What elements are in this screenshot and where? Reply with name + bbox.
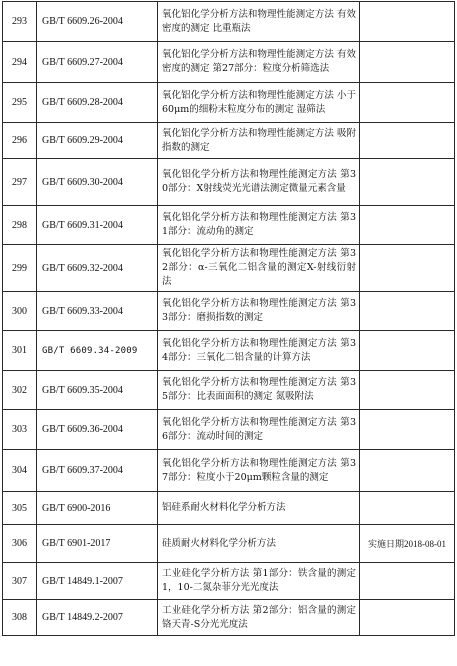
standard-code: GB/T 6609.36-2004 xyxy=(37,410,158,450)
standard-title: 氧化铝化学分析方法和物理性能测定方法 第34部分：三氧化二铝含量的计算方法 xyxy=(158,331,360,371)
row-number: 294 xyxy=(3,42,37,83)
table-row xyxy=(3,410,455,450)
table-row xyxy=(3,292,455,331)
standard-code: GB/T 6609.35-2004 xyxy=(37,371,158,410)
standard-code: GB/T 14849.2-2007 xyxy=(37,600,158,636)
standard-note xyxy=(360,600,455,636)
table-row xyxy=(3,123,455,159)
standard-note xyxy=(360,410,455,450)
implementation-date-note: 实施日期2018-08-01 xyxy=(360,525,455,563)
row-number: 297 xyxy=(3,159,37,206)
standards-table xyxy=(2,1,455,636)
table-row xyxy=(3,206,455,245)
standard-code: GB/T 6901-2017 xyxy=(37,525,158,563)
standard-note xyxy=(360,2,455,42)
table-row xyxy=(3,525,455,563)
standard-code: GB/T 6609.26-2004 xyxy=(37,2,158,42)
row-number: 300 xyxy=(3,292,37,331)
standard-code: GB/T 6609.30-2004 xyxy=(37,159,158,206)
table-row xyxy=(3,371,455,410)
table-row xyxy=(3,563,455,600)
standard-note xyxy=(360,371,455,410)
standard-note xyxy=(360,331,455,371)
row-number: 307 xyxy=(3,563,37,600)
row-number: 306 xyxy=(3,525,37,563)
table-body xyxy=(3,2,455,636)
standard-title: 工业硅化学分析方法 第1部分：铁含量的测定 1，10-二氮杂菲分光光度法 xyxy=(158,563,360,600)
standard-note xyxy=(360,245,455,292)
standard-code: GB/T 6609.33-2004 xyxy=(37,292,158,331)
standard-code: GB/T 6609.29-2004 xyxy=(37,123,158,159)
standard-title: 氧化铝化学分析方法和物理性能测定方法 第35部分：比表面面积的测定 氮吸附法 xyxy=(158,371,360,410)
table-row xyxy=(3,600,455,636)
standard-note xyxy=(360,206,455,245)
standard-note xyxy=(360,42,455,83)
table-row xyxy=(3,331,455,371)
standard-code: GB/T 6609.27-2004 xyxy=(37,42,158,83)
standard-title: 氧化铝化学分析方法和物理性能测定方法 吸附指数的测定 xyxy=(158,123,360,159)
table-row xyxy=(3,450,455,492)
row-number: 296 xyxy=(3,123,37,159)
row-number: 302 xyxy=(3,371,37,410)
standard-title: 氧化铝化学分析方法和物理性能测定方法 第37部分：粒度小于20μm颗粒含量的测定 xyxy=(158,450,360,492)
standard-title: 氧化铝化学分析方法和物理性能测定方法 有效密度的测定 第27部分：粒度分析筛选法 xyxy=(158,42,360,83)
table-row xyxy=(3,42,455,83)
standard-title: 铝硅系耐火材料化学分析方法 xyxy=(158,492,360,525)
table-row xyxy=(3,492,455,525)
standard-title: 氧化铝化学分析方法和物理性能测定方法 有效密度的测定 比重瓶法 xyxy=(158,2,360,42)
standard-note xyxy=(360,159,455,206)
row-number: 299 xyxy=(3,245,37,292)
row-number: 295 xyxy=(3,83,37,123)
row-number: 298 xyxy=(3,206,37,245)
standard-title: 氧化铝化学分析方法和物理性能测定方法 第31部分：流动角的测定 xyxy=(158,206,360,245)
row-number: 303 xyxy=(3,410,37,450)
table-row xyxy=(3,159,455,206)
standard-code: GB/T 14849.1-2007 xyxy=(37,563,158,600)
row-number: 308 xyxy=(3,600,37,636)
standard-title: 硅质耐火材料化学分析方法 xyxy=(158,525,360,563)
standard-note xyxy=(360,492,455,525)
standard-title: 氧化铝化学分析方法和物理性能测定方法 第30部分：X射线荧光光谱法测定微量元素含量 xyxy=(158,159,360,206)
row-number: 301 xyxy=(3,331,37,371)
standard-title: 氧化铝化学分析方法和物理性能测定方法 第33部分：磨损指数的测定 xyxy=(158,292,360,331)
standard-note xyxy=(360,83,455,123)
row-number: 305 xyxy=(3,492,37,525)
standard-code: GB/T 6609.31-2004 xyxy=(37,206,158,245)
standard-note xyxy=(360,450,455,492)
standard-code: GB/T 6900-2016 xyxy=(37,492,158,525)
table-row xyxy=(3,83,455,123)
standard-code: GB/T 6609.37-2004 xyxy=(37,450,158,492)
standard-title: 氧化铝化学分析方法和物理性能测定方法 小于60μm的细粉末粒度分布的测定 湿筛法 xyxy=(158,83,360,123)
standard-title: 工业硅化学分析方法 第2部分：铝含量的测定 铬天青-S分光光度法 xyxy=(158,600,360,636)
standard-note xyxy=(360,292,455,331)
row-number: 293 xyxy=(3,2,37,42)
standard-title: 氧化铝化学分析方法和物理性能测定方法 第36部分：流动时间的测定 xyxy=(158,410,360,450)
standard-code: GB/T 6609.32-2004 xyxy=(37,245,158,292)
standard-code: GB/T 6609.34-2009 xyxy=(37,331,158,371)
table-row xyxy=(3,2,455,42)
standard-note xyxy=(360,563,455,600)
standard-code: GB/T 6609.28-2004 xyxy=(37,83,158,123)
table-row xyxy=(3,245,455,292)
row-number: 304 xyxy=(3,450,37,492)
standard-title: 氧化铝化学分析方法和物理性能测定方法 第32部分：α-三氧化二铝含量的测定X-射线衍射法 xyxy=(158,245,360,292)
standard-note xyxy=(360,123,455,159)
